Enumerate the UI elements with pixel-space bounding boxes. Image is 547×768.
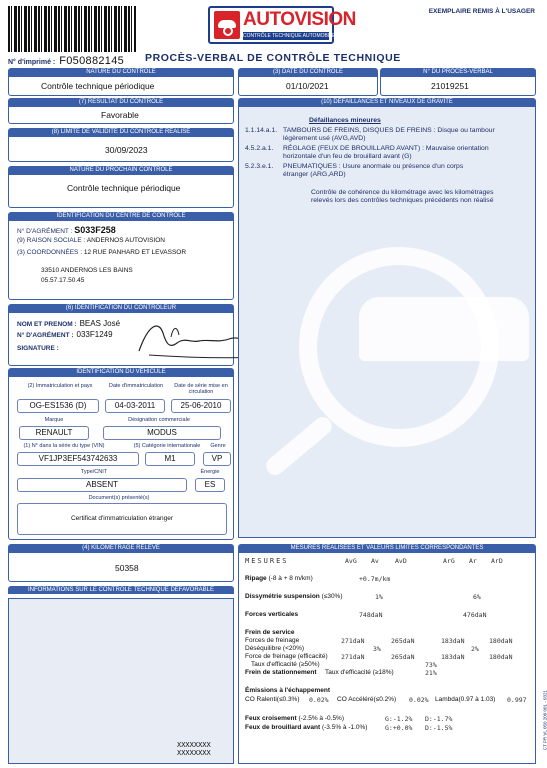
- croisement-d: D:-1.7%: [425, 715, 453, 723]
- col-ar: Ar: [469, 557, 477, 565]
- centre-phone: 05.57.17.50.45: [41, 277, 85, 284]
- centre-box: [8, 220, 234, 300]
- type-label: Type/CNIT: [80, 469, 108, 475]
- kilometrage-box: [8, 552, 234, 582]
- resultat-value: Favorable: [101, 110, 139, 120]
- imprime-number: [8, 55, 124, 67]
- defaillance-1-text: TAMBOURS DE FREINS, DISQUES DE FREINS : Disque ou tambour: [283, 127, 495, 134]
- kilometrage-value: 50358: [115, 563, 139, 573]
- kilometrage-header: (4) KILOMÉTRAGE RELEVÉ: [8, 544, 234, 552]
- freinage-avg: 271daN: [341, 637, 365, 645]
- vin-label: (1) N° dans la série du type (VIN): [23, 443, 105, 449]
- centre-header: IDENTIFICATION DU CENTRE DE CONTRÔLE: [8, 212, 234, 220]
- dissym-row: Dissymétrie suspension (≤30%): [245, 593, 343, 600]
- prochain-box: [8, 174, 234, 208]
- stationnement-taux-label: Taux d'efficacité (≥18%): [325, 669, 394, 676]
- marque-label: Marque: [44, 417, 64, 423]
- vin-value: VF1JP3EF543742633: [17, 452, 139, 466]
- energie-value: ES: [195, 478, 225, 492]
- mesures-header: MESURES RÉALISÉES ET VALEURS LIMITES CORRESPONDANTES: [238, 544, 536, 552]
- nature-box: [8, 76, 234, 96]
- logo-badge-icon: [214, 11, 240, 39]
- taux-value: 73%: [425, 661, 437, 669]
- prochain-value: Contrôle technique périodique: [67, 183, 181, 193]
- validite-box: [8, 136, 234, 162]
- date-serie-value: 25-06-2010: [171, 399, 231, 413]
- ripage-row: Ripage (-8 à + 8 m/km): [245, 575, 313, 582]
- validite-value: 30/09/2023: [105, 145, 148, 155]
- col-arg: ArG: [443, 557, 455, 565]
- dissym-av-value: 1%: [375, 593, 383, 601]
- co-ralenti-value: 0.02%: [309, 696, 329, 704]
- marque-value: RENAULT: [19, 426, 89, 440]
- freinage-label: Forces de freinage: [245, 637, 300, 644]
- forces-ar-value: 476daN: [463, 611, 487, 619]
- centre-raison-value: ANDERNOS AUTOVISION: [86, 237, 165, 244]
- controleur-nom-value: BEAS José: [79, 319, 121, 328]
- imprime-value: F050882145: [59, 55, 125, 67]
- forces-row: Forces verticales: [245, 611, 299, 618]
- efficace-avg: 271daN: [341, 653, 365, 661]
- stationnement-value: 21%: [425, 669, 437, 677]
- kilometrage-note-1: Contrôle de cohérence du kilométrage avec les kilométrages: [311, 189, 494, 196]
- logo-subtitle: CONTRÔLE TECHNIQUE AUTOMOBILE: [243, 33, 336, 39]
- mesures-title: MESURES: [245, 557, 289, 565]
- infos-box: [8, 598, 234, 764]
- desequilibre-av: 3%: [373, 645, 381, 653]
- frein-title: Frein de service: [245, 629, 295, 636]
- energie-label: Énergie: [200, 469, 220, 475]
- defaillances-header: (10) DÉFAILLANCES ET NIVEAUX DE GRAVITÉ: [238, 98, 536, 106]
- docs-value: Certificat d'immatriculation étranger: [17, 503, 227, 535]
- side-code: CT PR VL 050 200 001 - 0321: [542, 690, 547, 751]
- date-header: (3) DATE DU CONTRÔLE: [238, 68, 378, 76]
- centre-agrement-value: S033F258: [74, 225, 116, 235]
- infos-header: INFORMATIONS SUR LE CONTRÔLE TECHNIQUE DÉFAVORABLE: [8, 586, 234, 594]
- pv-value: 21019251: [431, 81, 469, 91]
- defaillance-2-text-2: horizontale d'un feu de brouillard avant (G): [283, 153, 412, 160]
- croisement-row: Feux croisement (-2.5% à -0.5%): [245, 715, 345, 722]
- watermark-handle: [263, 413, 336, 478]
- brouillard-d: D:-1.5%: [425, 724, 453, 732]
- co-accel-label: CO Accéléré(≤0.2%): [337, 696, 397, 703]
- desequilibre-label: Déséquilibre (<20%): [245, 645, 305, 652]
- defaillance-1-code: 1.1.14.a.1.: [245, 127, 278, 134]
- centre-addr2: 33510 ANDERNOS LES BAINS: [41, 267, 133, 274]
- emissions-title: Émissions à l'échappement: [245, 687, 330, 694]
- date-immat-value: 04-03-2011: [105, 399, 165, 413]
- lambda-value: 0.997: [507, 696, 527, 704]
- defaillance-2-code: 4.5.2.a.1.: [245, 145, 274, 152]
- cat-label: (5) Catégorie internationale: [133, 443, 201, 449]
- centre-raison: (9) RAISON SOCIALE : ANDERNOS AUTOVISION: [17, 237, 165, 244]
- controleur-nom: NOM ET PRENOM : BEAS José: [17, 319, 121, 328]
- centre-coord: (3) COORDONNÉES : 12 RUE PANHARD ET LEVASSOR: [17, 249, 187, 256]
- designation-label: Désignation commerciale: [128, 417, 190, 423]
- freinage-ard: 180daN: [489, 637, 513, 645]
- defaillances-section-title: Défaillances mineures: [309, 117, 381, 124]
- controleur-agrement-value: 033F1249: [76, 330, 113, 339]
- defaillance-1-text-2: légèrement usé (AVG,AVD): [283, 135, 366, 142]
- page-title: PROCÈS-VERBAL DE CONTRÔLE TECHNIQUE: [145, 52, 401, 64]
- type-value: ABSENT: [17, 478, 187, 492]
- docs-label: Document(s) présenté(s): [88, 495, 150, 501]
- designation-value: MODUS: [103, 426, 221, 440]
- co-ralenti-label: CO Ralenti(≤0.3%): [245, 696, 300, 703]
- controleur-header: (6) IDENTIFICATION DU CONTRÔLEUR: [8, 304, 234, 312]
- logo-text: AUTOVISION: [243, 9, 356, 30]
- efficace-ard: 180daN: [489, 653, 513, 661]
- watermark-car-icon: [359, 297, 529, 361]
- col-avd: AvD: [395, 557, 407, 565]
- xxxx-line-1: XXXXXXXX: [177, 741, 211, 749]
- defaillance-3-text-2: étranger (ARG,ARD): [283, 171, 346, 178]
- lambda-label: Lambda(0.97 à 1.03): [435, 696, 496, 703]
- efficace-arg: 183daN: [441, 653, 465, 661]
- stationnement-label: Frein de stationnement: [245, 669, 317, 676]
- resultat-header: (7) RÉSULTAT DU CONTRÔLE: [8, 98, 234, 106]
- col-av: Av: [371, 557, 379, 565]
- desequilibre-ar: 2%: [471, 645, 479, 653]
- ripage-value: +0.7m/km: [359, 575, 391, 583]
- date-box: [238, 76, 378, 96]
- vehicule-box: [8, 376, 234, 540]
- controleur-agrement: N° D'AGRÉMENT : 033F1249: [17, 330, 113, 339]
- pv-header: N° DU PROCÈS-VERBAL: [380, 68, 536, 76]
- signature-label: SIGNATURE :: [17, 345, 59, 352]
- centre-addr1: 12 RUE PANHARD ET LEVASSOR: [83, 249, 187, 256]
- pv-box: [380, 76, 536, 96]
- defaillances-box: [238, 106, 536, 538]
- immat-label: (2) Immatriculation et pays: [27, 383, 93, 389]
- defaillance-2-text: RÉGLAGE (FEUX DE BROUILLARD AVANT) : Mauvaise orientation: [283, 145, 489, 152]
- taux-row: Taux d'efficacité (≥50%): [251, 661, 320, 668]
- barcode: [8, 6, 136, 52]
- resultat-box: [8, 106, 234, 124]
- defaillance-3-code: 5.2.3.e.1.: [245, 163, 274, 170]
- dissym-ar-value: 6%: [473, 593, 481, 601]
- centre-agrement: N° D'AGRÉMENT : S033F258: [17, 225, 116, 235]
- validite-header: (8) LIMITE DE VALIDITÉ DU CONTRÔLE RÉALISÉ: [8, 128, 234, 136]
- croisement-g: G:-1.2%: [385, 715, 413, 723]
- date-value: 01/10/2021: [286, 81, 329, 91]
- genre-value: VP: [203, 452, 231, 466]
- brouillard-row: Feux de brouillard avant (-3.5% à -1.0%): [245, 724, 368, 731]
- defaillance-3-text: PNEUMATIQUES : Usure anormale ou présence d'un corps: [283, 163, 464, 170]
- date-serie-label: Date de série mise en circulation: [174, 383, 228, 395]
- co-accel-value: 0.02%: [409, 696, 429, 704]
- immat-value: OG-ES1536 (D): [17, 399, 99, 413]
- exemplaire-label: EXEMPLAIRE REMIS À L'USAGER: [428, 8, 535, 15]
- date-immat-label: Date d'immatriculation: [108, 383, 164, 389]
- col-avg: AvG: [345, 557, 357, 565]
- prochain-header: NATURE DU PROCHAIN CONTRÔLE: [8, 166, 234, 174]
- cat-value: M1: [145, 452, 195, 466]
- efficace-label: Force de freinage (efficacité): [245, 653, 328, 660]
- forces-av-value: 748daN: [359, 611, 383, 619]
- imprime-label: N° d'imprimé :: [8, 59, 56, 66]
- mesures-box: [238, 552, 536, 764]
- genre-label: Genre: [210, 443, 226, 449]
- xxxx-line-2: XXXXXXXX: [177, 749, 211, 757]
- vehicule-header: IDENTIFICATION DU VÉHICULE: [8, 368, 234, 376]
- freinage-arg: 183daN: [441, 637, 465, 645]
- kilometrage-note-2: relevés lors des contrôles techniques précédents non réalisé: [311, 197, 494, 204]
- controleur-box: [8, 312, 234, 366]
- efficace-avd: 265daN: [391, 653, 415, 661]
- col-ard: ArD: [491, 557, 503, 565]
- nature-value: Contrôle technique périodique: [41, 81, 155, 91]
- brouillard-g: G:+0.0%: [385, 724, 413, 732]
- nature-header: NATURE DU CONTRÔLE: [8, 68, 234, 76]
- autovision-logo: [208, 6, 356, 44]
- freinage-avd: 265daN: [391, 637, 415, 645]
